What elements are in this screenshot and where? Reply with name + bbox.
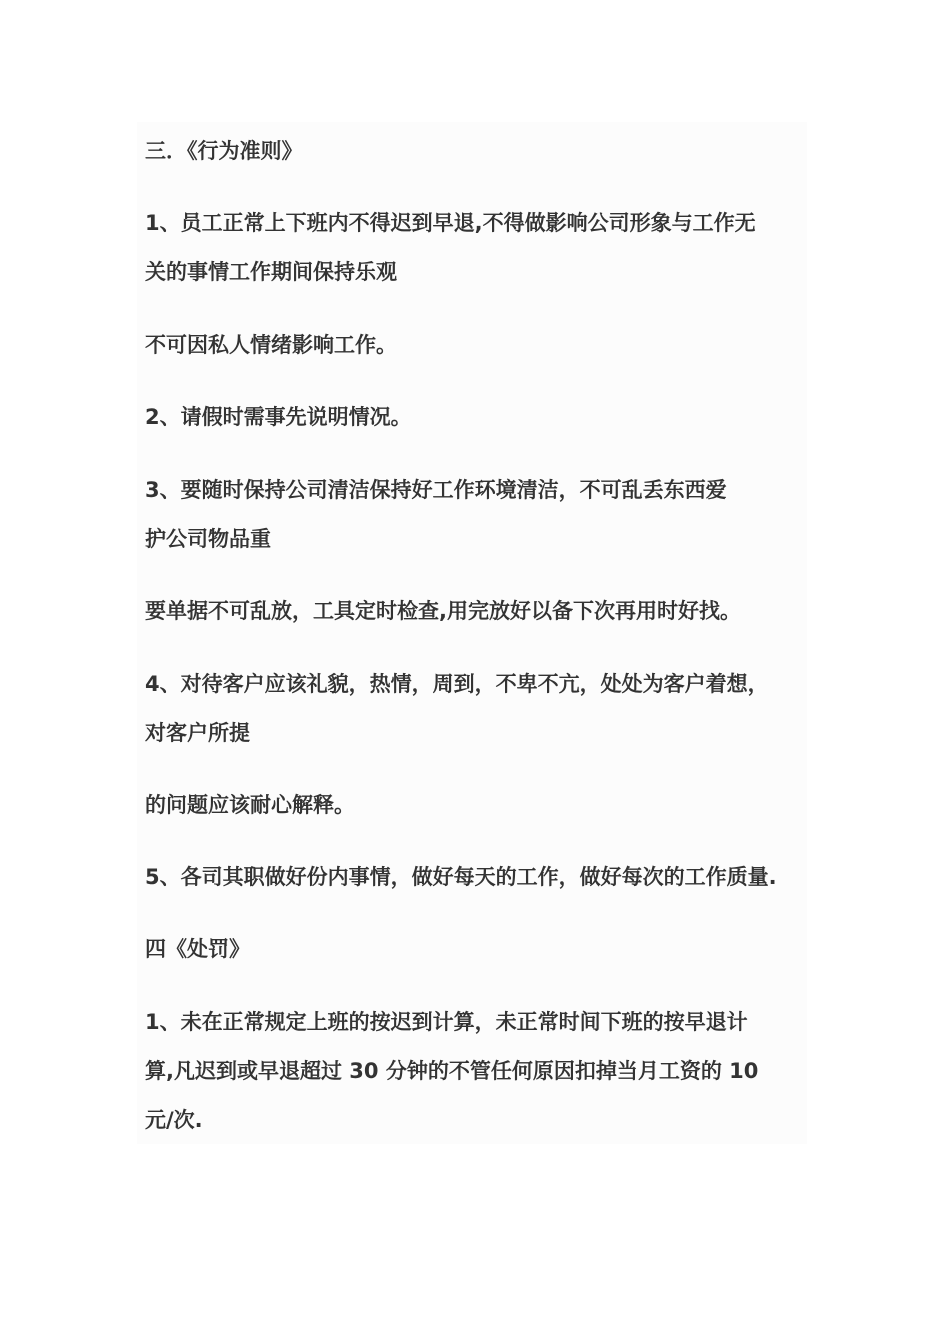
- rule-5-line-1: 5、各司其职做好份内事情，做好每天的工作，做好每次的工作质量.: [145, 865, 777, 889]
- rule-1-line-1: 1、员工正常上下班内不得迟到早退,不得做影响公司形象与工作无: [145, 211, 756, 235]
- section-heading-conduct: 三．《行为准则》: [145, 139, 303, 163]
- section-heading-penalty: 四《处罚》: [145, 937, 250, 961]
- rule-3-line-1: 3、要随时保持公司清洁保持好工作环境清洁，不可乱丢东西爱: [145, 478, 727, 502]
- rule-3-line-2: 护公司物品重: [145, 527, 271, 551]
- rule-4-line-2: 对客户所提: [145, 721, 250, 745]
- rule-4-line-3: 的问题应该耐心解释。: [145, 793, 355, 817]
- rule-4-line-1: 4、对待客户应该礼貌，热情，周到，不卑不亢，处处为客户着想，: [145, 672, 769, 696]
- rule-1-line-2: 关的事情工作期间保持乐观: [145, 260, 397, 284]
- penalty-1-line-2: 算,凡迟到或早退超过 30 分钟的不管任何原因扣掉当月工资的 10: [145, 1059, 759, 1083]
- penalty-1-line-1: 1、未在正常规定上班的按迟到计算，未正常时间下班的按早退计: [145, 1010, 748, 1034]
- penalty-1-line-3: 元/次.: [145, 1108, 203, 1132]
- rule-2-line-1: 2、请假时需事先说明情况。: [145, 405, 412, 429]
- rule-3-line-3: 要单据不可乱放，工具定时检查,用完放好以备下次再用时好找。: [145, 599, 741, 623]
- rule-1-line-3: 不可因私人情绪影响工作。: [145, 333, 397, 357]
